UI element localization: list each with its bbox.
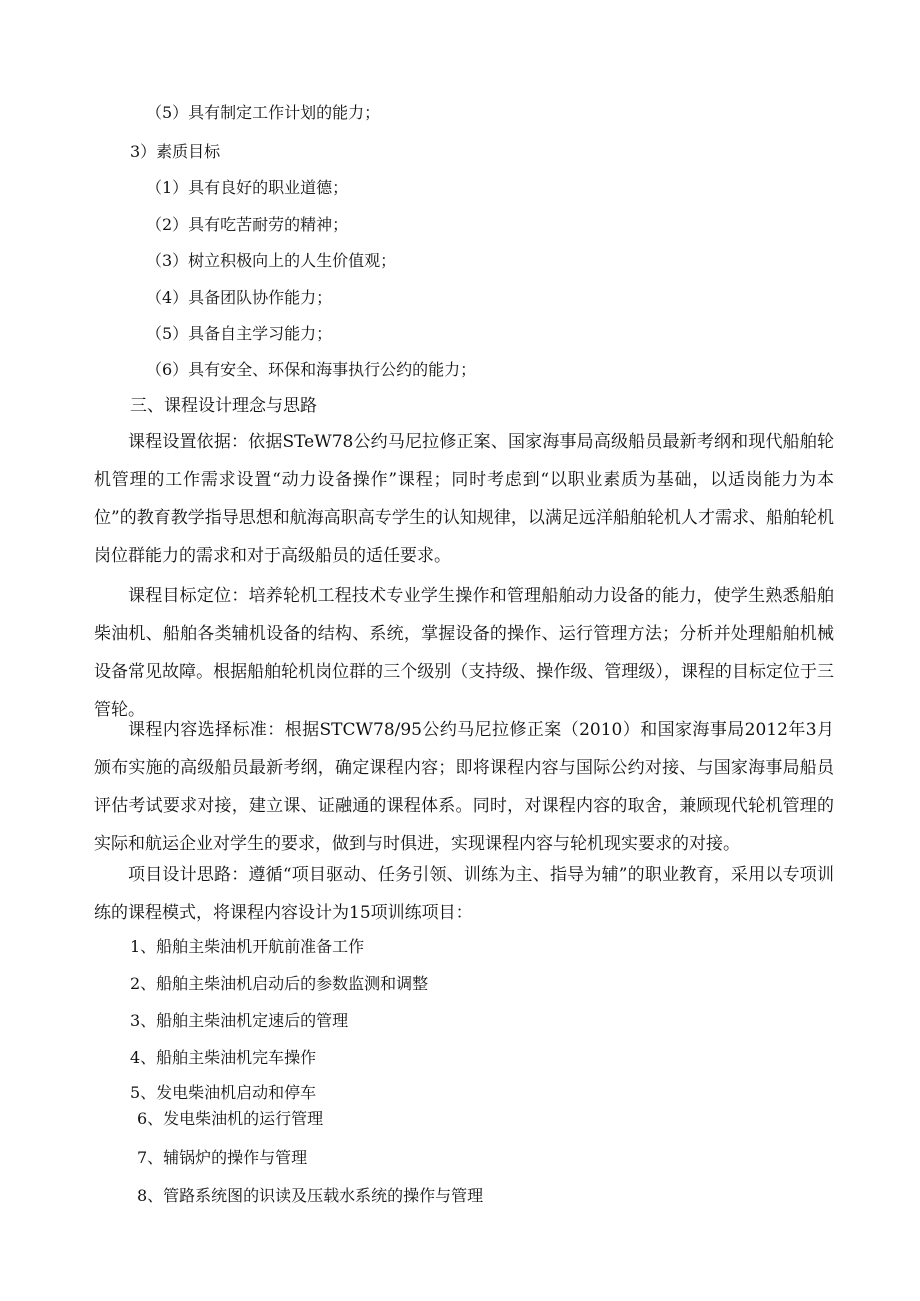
project-item-7: 7、辅锅炉的操作与管理 [137, 1148, 308, 1167]
quality-item-4: （4）具备团队协作能力； [146, 288, 333, 307]
paragraph-project: 项目设计思路：遵循“项目驱动、任务引领、训练为主、指导为辅”的职业教育，采用以专项训练的课程模式，将课程内容设计为15项训练项目： [94, 865, 834, 923]
paragraph-basis: 课程设置依据：依据STeW78公约马尼拉修正案、国家海事局高级船员最新考纲和现代船舶轮机管理的工作需求设置“动力设备操作”课程；同时考虑到“以职业素质为基础，以适岗能力为本位”的教育教学指导思想和航海高职高专学生的认知规律，以满足远洋船舶轮机人才需求、船舶轮机岗位群能力的需求和对于高级船员的适任要求。 [94, 432, 834, 566]
paragraph-content: 课程内容选择标准：根据STCW78/95公约马尼拉修正案（2010）和国家海事局2012年3月颁布实施的高级船员最新考纲，确定课程内容；即将课程内容与国际公约对接、与国家海事局船员评估考试要求对接，建立课、证融通的课程体系。同时，对课程内容的取舍，兼顾现代轮机管理的实际和航运企业对学生的要求，做到与时俱进，实现课程内容与轮机现实要求的对接。 [94, 720, 834, 854]
ability-item-5: （5）具有制定工作计划的能力； [146, 103, 381, 122]
project-item-5: 5、发电柴油机启动和停车 [130, 1083, 317, 1102]
quality-item-6: （6）具有安全、环保和海事执行公约的能力； [146, 360, 477, 379]
section-3-heading: 3）素质目标 [130, 142, 221, 161]
project-item-6: 6、发电柴油机的运行管理 [137, 1109, 324, 1128]
project-item-1: 1、船舶主柴油机开航前准备工作 [130, 937, 365, 956]
project-item-8: 8、管路系统图的识读及压载水系统的操作与管理 [137, 1186, 484, 1205]
quality-item-2: （2）具有吃苦耐劳的精神； [146, 215, 349, 234]
paragraph-target: 课程目标定位：培养轮机工程技术专业学生操作和管理船舶动力设备的能力，使学生熟悉船舶柴油机、船舶各类辅机设备的结构、系统，掌握设备的操作、运行管理方法；分析并处理船舶机械设备常见故障。根据船舶轮机岗位群的三个级别（支持级、操作级、管理级），课程的目标定位于三管轮。 [94, 586, 834, 720]
section-heading-design: 三、课程设计理念与思路 [130, 396, 317, 416]
quality-item-5: （5）具备自主学习能力； [146, 324, 333, 343]
project-item-2: 2、船舶主柴油机启动后的参数监测和调整 [130, 974, 429, 993]
quality-item-3: （3）树立积极向上的人生价值观； [146, 251, 397, 270]
project-item-3: 3、船舶主柴油机定速后的管理 [130, 1011, 349, 1030]
project-item-4: 4、船舶主柴油机完车操作 [130, 1048, 317, 1067]
quality-item-1: （1）具有良好的职业道德； [146, 178, 349, 197]
